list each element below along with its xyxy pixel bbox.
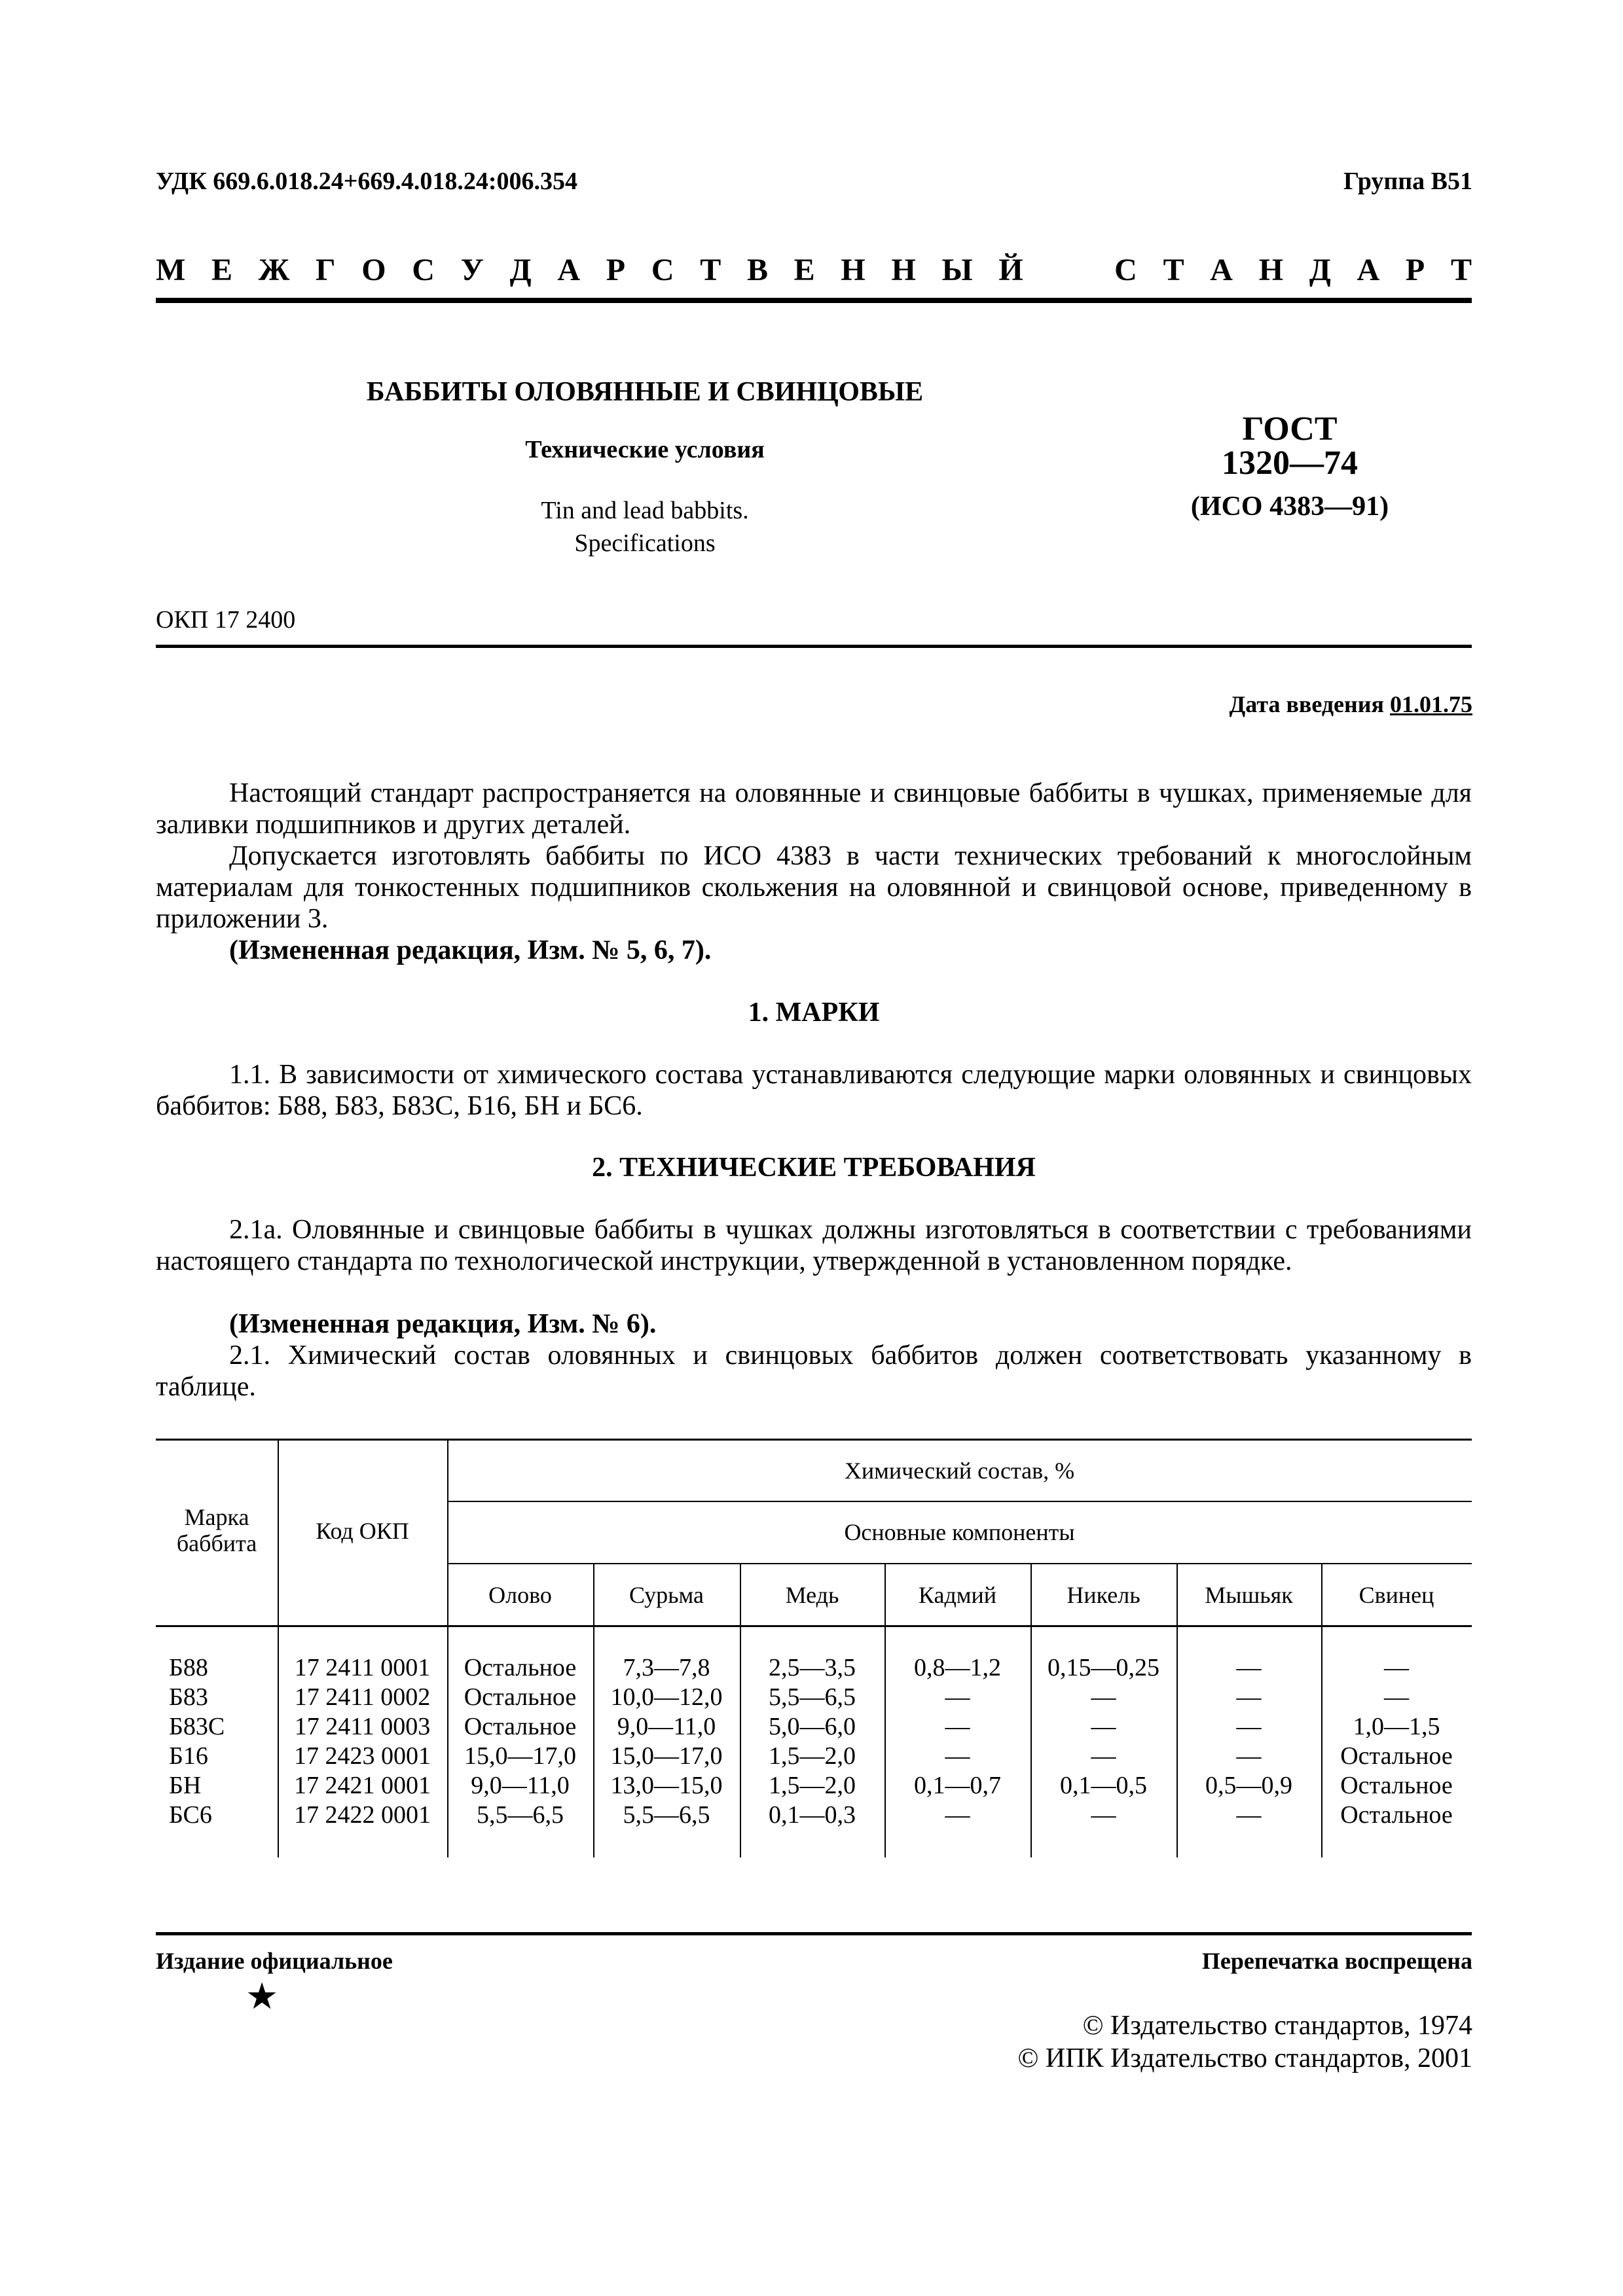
banner-letter: А	[1357, 253, 1380, 287]
table-cell: Остальное	[1340, 1801, 1453, 1829]
table-cell: 17 2411 0003	[294, 1713, 431, 1740]
table-rule-main	[447, 1563, 1472, 1564]
table-cell: Б83	[169, 1683, 208, 1711]
table-cell: —	[1236, 1713, 1262, 1740]
table-cell: 17 2421 0001	[294, 1772, 431, 1799]
intro-paragraph-1: Настоящий стандарт распространяется на оловянные и свинцовые баббиты в чушках, применяемые для заливки подшипников и других деталей.	[156, 778, 1472, 840]
table-cell: 1,5—2,0	[769, 1772, 856, 1799]
banner-letter: Н	[841, 253, 866, 287]
header-component: Олово	[488, 1582, 552, 1608]
table-cell: Б83С	[169, 1713, 225, 1740]
banner-gap	[1049, 252, 1088, 288]
english-title	[340, 494, 949, 560]
banner-letter: Т	[1450, 253, 1472, 287]
table-header-bottom-rule	[156, 1625, 1472, 1627]
section-1-paragraph: 1.1. В зависимости от химического состава устанавливаются следующие марки оловянных и свинцовых баббитов: Б88, Б83, Б83С, Б16, БН и БС6.	[156, 1060, 1472, 1121]
banner-letter: М	[156, 253, 186, 287]
intro-paragraph-2: Допускается изготовлять баббиты по ИСО 4383 в части технических требований к многослойным материалам для тонкостенных подшипников скольжения на оловянной и свинцовой основе, приведенному в приложении 3.	[156, 841, 1472, 934]
table-cell: 15,0—17,0	[464, 1742, 576, 1770]
banner-letter: Ы	[941, 253, 973, 287]
table-cell: Б88	[169, 1654, 208, 1681]
banner-letter: С	[1114, 253, 1137, 287]
banner-letter: У	[460, 253, 484, 287]
table-cell: БС6	[169, 1801, 212, 1829]
gost-label: ГОСТ	[1242, 410, 1338, 448]
banner-letter: Н	[1258, 253, 1284, 287]
header-component: Мышьяк	[1205, 1582, 1293, 1608]
table-cell: 17 2423 0001	[294, 1742, 431, 1770]
banner-letter: Е	[793, 253, 815, 287]
table-cell: 15,0—17,0	[610, 1742, 723, 1770]
star-icon: ★	[246, 1977, 279, 2017]
table-cell: 1,5—2,0	[769, 1742, 856, 1770]
table-cell: —	[1384, 1683, 1409, 1711]
banner-letter: Д	[509, 253, 532, 287]
header-main-components: Основные компоненты	[844, 1519, 1075, 1545]
banner-letter: С	[651, 253, 674, 287]
introduction-date	[1230, 691, 1473, 718]
table-cell: —	[945, 1742, 970, 1770]
table-cell: 17 2411 0001	[294, 1654, 431, 1681]
table-cell: —	[945, 1801, 970, 1829]
banner-letter: Н	[891, 253, 916, 287]
table-cell: —	[1236, 1801, 1262, 1829]
header-okp: Код ОКП	[316, 1518, 409, 1544]
table-row	[156, 1742, 1472, 1771]
table-cell: БН	[169, 1772, 202, 1799]
header-component: Кадмий	[918, 1582, 997, 1608]
table-cell: Остальное	[464, 1713, 577, 1740]
table-cell: Остальное	[1340, 1742, 1453, 1770]
table-cell: 2,5—3,5	[769, 1654, 856, 1681]
top-rule	[156, 298, 1472, 303]
table-cell: 0,1—0,3	[769, 1801, 856, 1829]
header-component: Медь	[785, 1582, 839, 1608]
iso-reference: (ИСО 4383—91)	[1190, 492, 1389, 522]
table-cell: Остальное	[464, 1683, 577, 1711]
table-cell: 5,5—6,5	[623, 1801, 710, 1829]
section-2-paragraph-1: 2.1а. Оловянные и свинцовые баббиты в чушках должны изготовляться в соответствии с требованиями настоящего стандарта по технологической инструкции, утвержденной в установленном порядке.	[156, 1215, 1472, 1276]
banner-letter: Д	[1309, 253, 1331, 287]
document-subtitle: Технические условия	[525, 436, 765, 463]
okp-code: ОКП 17 2400	[156, 606, 296, 634]
table-row	[156, 1683, 1472, 1712]
section-2-paragraph-2: 2.1. Химический состав оловянных и свинцовых баббитов должен соответствовать указанному в таблице.	[156, 1340, 1472, 1402]
header-grade	[156, 1504, 278, 1556]
table-cell: —	[945, 1713, 970, 1740]
header-grade-line1: Марка	[184, 1504, 249, 1530]
table-cell: 5,5—6,5	[769, 1683, 856, 1711]
english-title-line1: Tin and lead babbits.	[541, 497, 749, 524]
banner-letter: Ж	[258, 253, 290, 287]
footer-rule	[156, 1932, 1472, 1935]
table-cell: —	[1236, 1742, 1262, 1770]
header-component: Свинец	[1359, 1582, 1434, 1608]
banner-letter: С	[412, 253, 435, 287]
table-cell: —	[1091, 1801, 1116, 1829]
table-cell: —	[1384, 1654, 1409, 1681]
header-component: Сурьма	[629, 1582, 704, 1608]
table-cell: 5,5—6,5	[477, 1801, 564, 1829]
table-row	[156, 1653, 1472, 1683]
table-cell: 0,5—0,9	[1205, 1772, 1292, 1799]
table-cell: 0,15—0,25	[1048, 1654, 1159, 1681]
section-1-heading: 1. МАРКИ	[748, 997, 880, 1028]
copyright-2001: © ИПК Издательство стандартов, 2001	[1017, 2043, 1472, 2073]
header-component: Никель	[1067, 1582, 1140, 1608]
table-cell: 9,0—11,0	[617, 1713, 716, 1740]
middle-rule	[156, 645, 1472, 648]
gost-number	[1159, 412, 1421, 480]
interstate-standard-banner	[156, 252, 1472, 288]
table-cell: 0,8—1,2	[914, 1654, 1001, 1681]
table-cell: Остальное	[1340, 1772, 1453, 1799]
banner-letter: Т	[1163, 253, 1184, 287]
table-row	[156, 1801, 1472, 1830]
table-cell: Б16	[169, 1742, 208, 1770]
banner-letter: Т	[700, 253, 721, 287]
intro-amendment: (Измененная редакция, Изм. № 5, 6, 7).	[229, 935, 712, 965]
section-2-amendment: (Измененная редакция, Изм. № 6).	[229, 1309, 657, 1339]
banner-letter: О	[361, 253, 386, 287]
banner-letter: Г	[315, 253, 336, 287]
banner-letter: Р	[606, 253, 626, 287]
table-cell: Остальное	[464, 1654, 577, 1681]
table-cell: 5,0—6,0	[769, 1713, 856, 1740]
table-cell: —	[945, 1683, 970, 1711]
banner-letter: В	[746, 253, 768, 287]
section-2-heading: 2. ТЕХНИЧЕСКИЕ ТРЕБОВАНИЯ	[592, 1153, 1036, 1183]
official-edition: Издание официальное	[156, 1948, 393, 1974]
english-title-line2: Specifications	[574, 529, 716, 557]
copyright	[1017, 2009, 1472, 2075]
table-cell: 0,1—0,7	[914, 1772, 1001, 1799]
banner-letter: Й	[998, 253, 1023, 287]
table-cell: 10,0—12,0	[610, 1683, 723, 1711]
udk-code: УДК 669.6.018.24+669.4.018.24:006.354	[156, 168, 578, 195]
header-chemical-composition: Химический состав, %	[844, 1458, 1075, 1484]
table-cell: 1,0—1,5	[1353, 1713, 1440, 1740]
banner-letter: Е	[211, 253, 233, 287]
banner-letter: Р	[1405, 253, 1425, 287]
table-cell: —	[1236, 1683, 1262, 1711]
table-cell: 7,3—7,8	[623, 1654, 710, 1681]
group-code: Группа В51	[1343, 168, 1472, 195]
table-cell: —	[1091, 1683, 1116, 1711]
table-rule-chem	[447, 1501, 1472, 1502]
banner-letter: А	[1210, 253, 1233, 287]
table-cell: 13,0—15,0	[610, 1772, 723, 1799]
table-cell: —	[1236, 1654, 1262, 1681]
table-cell: —	[1091, 1742, 1116, 1770]
banner-letter: А	[557, 253, 581, 287]
table-cell: —	[1091, 1713, 1116, 1740]
document-title: БАББИТЫ ОЛОВЯННЫЕ И СВИНЦОВЫЕ	[366, 377, 924, 407]
table-cell: 17 2422 0001	[294, 1801, 431, 1829]
date-label: Дата введения	[1229, 691, 1384, 717]
table-row	[156, 1771, 1472, 1801]
date-value: 01.01.75	[1390, 691, 1472, 717]
copyright-1974: © Издательство стандартов, 1974	[1082, 2011, 1472, 2041]
table-cell: 17 2411 0002	[294, 1683, 431, 1711]
table-row	[156, 1712, 1472, 1742]
gost-code: 1320—74	[1222, 444, 1358, 482]
table-top-rule	[156, 1439, 1472, 1441]
header-grade-line2: баббита	[176, 1530, 257, 1556]
table-cell: 9,0—11,0	[471, 1772, 570, 1799]
chemical-composition-table	[156, 1439, 1472, 1857]
reprint-prohibited: Перепечатка воспрещена	[1201, 1948, 1472, 1974]
table-cell: 0,1—0,5	[1060, 1772, 1147, 1799]
